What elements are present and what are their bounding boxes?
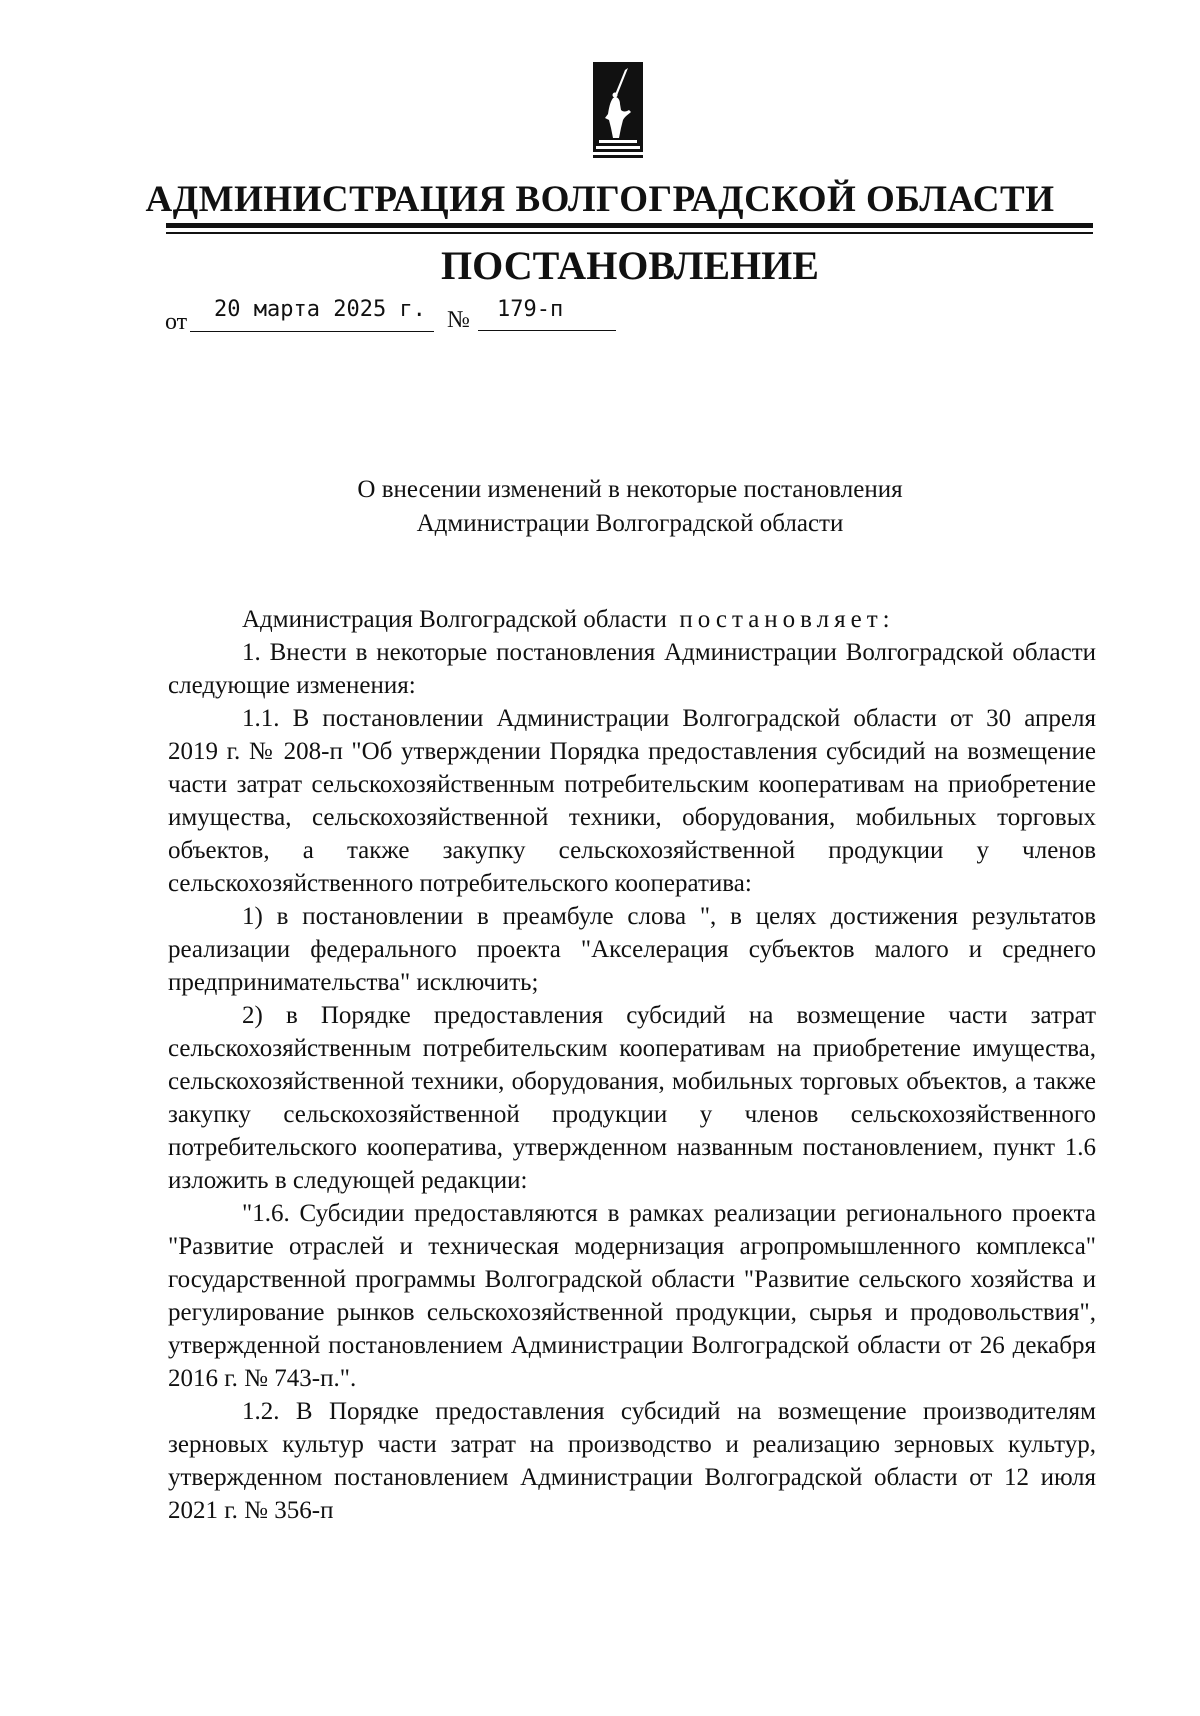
paragraph-1-1-item-1: 1) в постановлении в преамбуле слова ", в целях достижения результатов реализации федерального проекта "Акселерация субъектов малого и среднего предпринимательства" исключить; [168,903,1096,996]
number-value: 179-п [497,297,564,322]
intro-prefix: Администрация Волгоградской области [242,606,667,633]
date-label: от [165,309,188,335]
emblem-icon [593,62,643,158]
header-rule-thick [166,223,1093,228]
paragraph-1-1: 1.1. В постановлении Администрации Волгоградской области от 30 апреля 2019 г. № 208-п "Об утверждении Порядка предоставления субсидий на возмещение части затрат сельскохозяйственным потребительским кооперативам на приобретение имущества, сельскохозяйственной техники, оборудования, мобильных торговых объектов, а также закупку сельскохозяйственной продукции у членов сельскохозяйственного потребительского кооператива: [168,705,1096,897]
date-underline [190,331,434,332]
paragraph-1-1-item-2: 2) в Порядке предоставления субсидий на возмещение части затрат сельскохозяйственным потребительским кооперативам на приобретение имущества, сельскохозяйственной техники, оборудования, мобильных торговых объектов, а также закупку сельскохозяйственной продукции у членов сельскохозяйственного потребительского кооператива, утвержденном названным постановлением, пункт 1.6 изложить в следующей редакции: [168,1002,1096,1194]
document-subject [0,473,1200,541]
document-body [168,603,1096,1527]
paragraph-quoted-1-6: "1.6. Субсидии предоставляются в рамках реализации регионального проекта "Развитие отраслей и техническая модернизация агропромышленного комплекса" государственной программы Волгоградской области "Развитие сельского хозяйства и регулирование рынков сельскохозяйственной продукции, сырья и продовольствия", утвержденной постановлением Администрации Волгоградской области от 26 декабря 2016 г. № 743-п.". [168,1200,1096,1392]
number-label: № [447,307,470,333]
intro-paragraph [168,603,1096,636]
paragraph-1-2: 1.2. В Порядке предоставления субсидий на возмещение производителям зерновых культур части затрат на производство и реализацию зерновых культур, утвержденном постановлением Администрации Волгоградской области от 12 июля 2021 г. № 356-п [168,1398,1096,1524]
header-rule-thin [166,232,1093,234]
date-value: 20 марта 2025 г. [214,297,426,322]
subject-line-1: О внесении изменений в некоторые постановления [357,476,903,503]
document-type-title: ПОСТАНОВЛЕНИЕ [441,243,819,288]
number-underline [478,330,616,331]
subject-line-2: Администрации Волгоградской области [416,510,844,537]
organization-title: АДМИНИСТРАЦИЯ ВОЛГОГРАДСКОЙ ОБЛАСТИ [145,179,1055,220]
paragraph-1: 1. Внести в некоторые постановления Администрации Волгоградской области следующие изменения: [168,639,1096,699]
intro-decree-word: постановляет: [679,606,895,633]
